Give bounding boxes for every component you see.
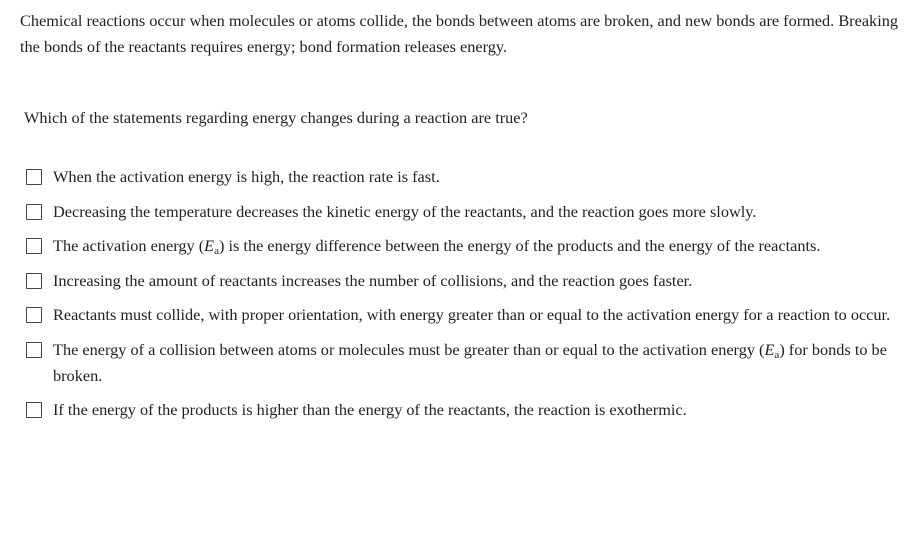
answer-option-3[interactable] — [26, 233, 924, 259]
answer-option-6[interactable] — [26, 337, 924, 389]
answer-option-7[interactable] — [26, 397, 924, 423]
question-prompt: Which of the statements regarding energy changes during a reaction are true? — [24, 108, 528, 127]
answer-option-5[interactable] — [26, 302, 924, 328]
option-2-label: Decreasing the temperature decreases the kinetic energy of the reactants, and the reaction goes more slowly. — [53, 201, 757, 221]
activation-energy-letter-2: E — [764, 339, 775, 359]
answer-options-list — [26, 164, 924, 423]
activation-energy-letter: E — [204, 236, 215, 255]
answer-option-2[interactable] — [26, 199, 924, 225]
option-6-label — [53, 337, 924, 389]
checkbox-option-2[interactable] — [26, 204, 42, 220]
checkbox-option-1[interactable] — [26, 169, 42, 185]
option-7-label: If the energy of the products is higher than the energy of the reactants, the reaction is exothermic. — [53, 400, 687, 419]
checkbox-option-7[interactable] — [26, 402, 42, 418]
activation-energy-symbol — [204, 236, 219, 255]
answer-option-1[interactable] — [26, 164, 924, 190]
checkbox-option-6[interactable] — [26, 342, 42, 358]
intro-paragraph: Chemical reactions occur when molecules or atoms collide, the bonds between atoms are broken, and new bonds are formed. Breaking the bonds of the reactants requires energy; bond formation releases energy. — [20, 11, 898, 56]
option-5-label: Reactants must collide, with proper orientation, with energy greater than or equal to the activation energy for a reaction to occur. — [53, 305, 891, 324]
option-3-label — [53, 233, 924, 259]
checkbox-option-3[interactable] — [26, 238, 42, 254]
activation-energy-subscript: a — [214, 245, 219, 257]
option-4-label: Increasing the amount of reactants increases the number of collisions, and the reaction goes faster. — [53, 270, 693, 290]
option-3-label-end: ) is the energy difference between the energy of the products and the energy of the reactants. — [219, 236, 821, 255]
option-6-label-end: ) for bonds to be broken. — [53, 339, 887, 385]
option-6-label-start: The energy of a collision between atoms or molecules must be greater than or equal to the activation energy ( — [53, 339, 765, 359]
checkbox-option-4[interactable] — [26, 273, 42, 289]
option-3-label-start: The activation energy ( — [53, 236, 205, 255]
checkbox-option-5[interactable] — [26, 307, 42, 323]
activation-energy-subscript-2: a — [774, 348, 780, 361]
answer-option-4[interactable] — [26, 268, 924, 294]
activation-energy-symbol-2 — [764, 340, 779, 359]
option-1-label: When the activation energy is high, the reaction rate is fast. — [53, 167, 440, 186]
